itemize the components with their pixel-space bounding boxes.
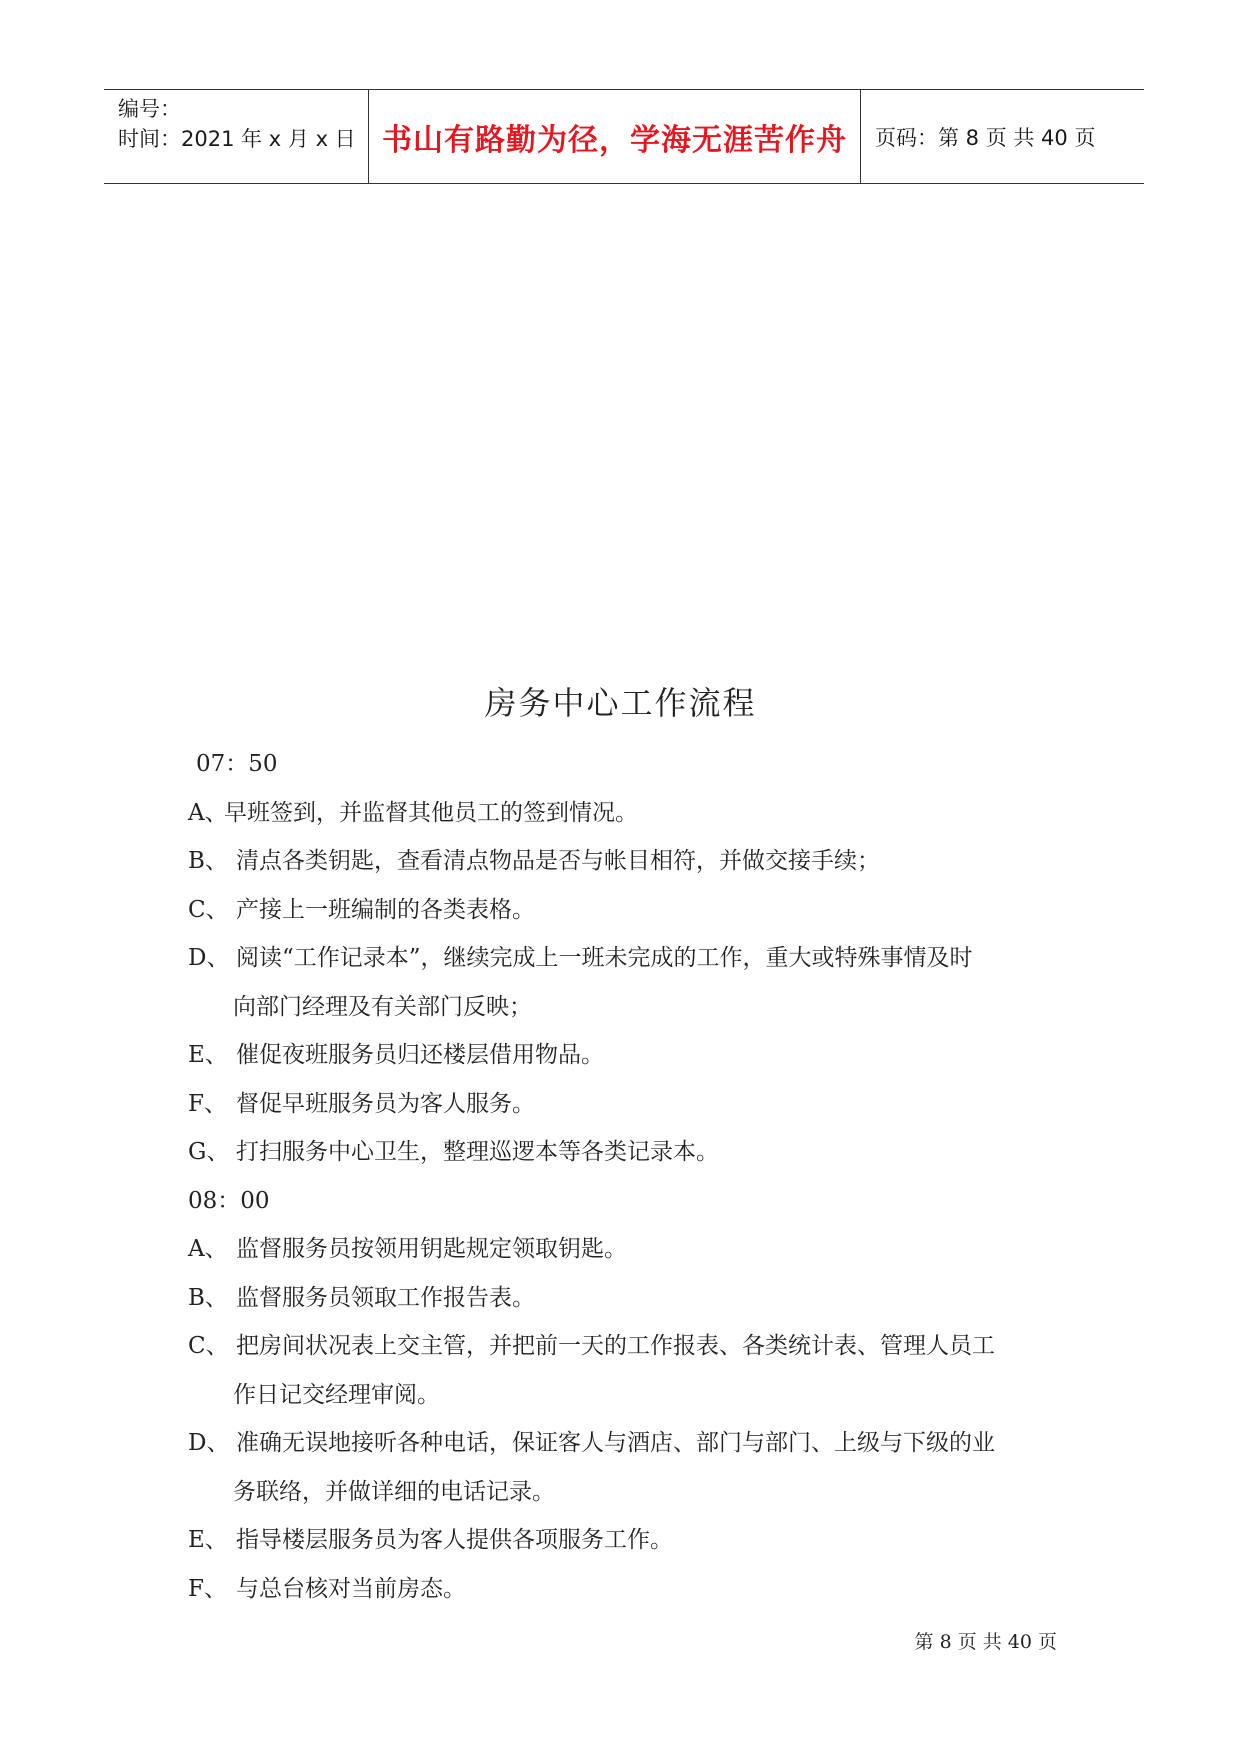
section-time-0750: 07：50 (196, 751, 278, 777)
list-item: A、 监督服务员按领用钥匙规定领取钥匙。 (188, 1236, 627, 1262)
list-item: E、 指导楼层服务员为客人提供各项服务工作。 (188, 1527, 673, 1553)
list-item-continuation: 务联络，并做详细的电话记录。 (233, 1478, 555, 1505)
list-item: D、 准确无误地接听各种电话，保证客人与酒店、部门与部门、上级与下级的业 (188, 1430, 995, 1456)
list-item: F、 督促早班服务员为客人服务。 (188, 1090, 535, 1117)
list-item: G、 打扫服务中心卫生，整理巡逻本等各类记录本。 (188, 1139, 719, 1165)
motto: 书山有路勤为径，学海无涯苦作舟 (382, 122, 847, 158)
document-title: 房务中心工作流程 (484, 684, 757, 722)
list-item: A、早班签到，并监督其他员工的签到情况。 (188, 799, 638, 826)
number-label: 编号： (118, 97, 181, 121)
list-item: B、 监督服务员领取工作报告表。 (188, 1284, 535, 1311)
header-meta-cell (104, 90, 369, 183)
list-item-continuation: 向部门经理及有关部门反映； (233, 993, 532, 1020)
time-label: 时间：2021 年 x 月 x 日 (118, 127, 356, 151)
list-item: F、 与总台核对当前房态。 (188, 1575, 466, 1602)
list-item: C、 产接上一班编制的各类表格。 (188, 896, 535, 923)
header-table (104, 89, 1144, 184)
list-item: C、 把房间状况表上交主管，并把前一天的工作报表、各类统计表、管理人员工 (188, 1333, 995, 1359)
list-item: B、 清点各类钥匙，查看清点物品是否与帐目相符，并做交接手续； (188, 848, 880, 874)
list-item: D、 阅读“工作记录本”，继续完成上一班未完成的工作，重大或特殊事情及时 (188, 945, 973, 971)
list-item: E、 催促夜班服务员归还楼层借用物品。 (188, 1042, 604, 1068)
list-item-continuation: 作日记交经理审阅。 (233, 1381, 440, 1408)
section-time-0800: 08：00 (188, 1187, 270, 1214)
page-footer: 第 8 页 共 40 页 (914, 1631, 1057, 1653)
header-page-cell (861, 90, 1144, 183)
document-body (188, 740, 1068, 1613)
header-motto-cell (369, 90, 861, 183)
page-code: 页码：第 8 页 共 40 页 (875, 125, 1096, 150)
